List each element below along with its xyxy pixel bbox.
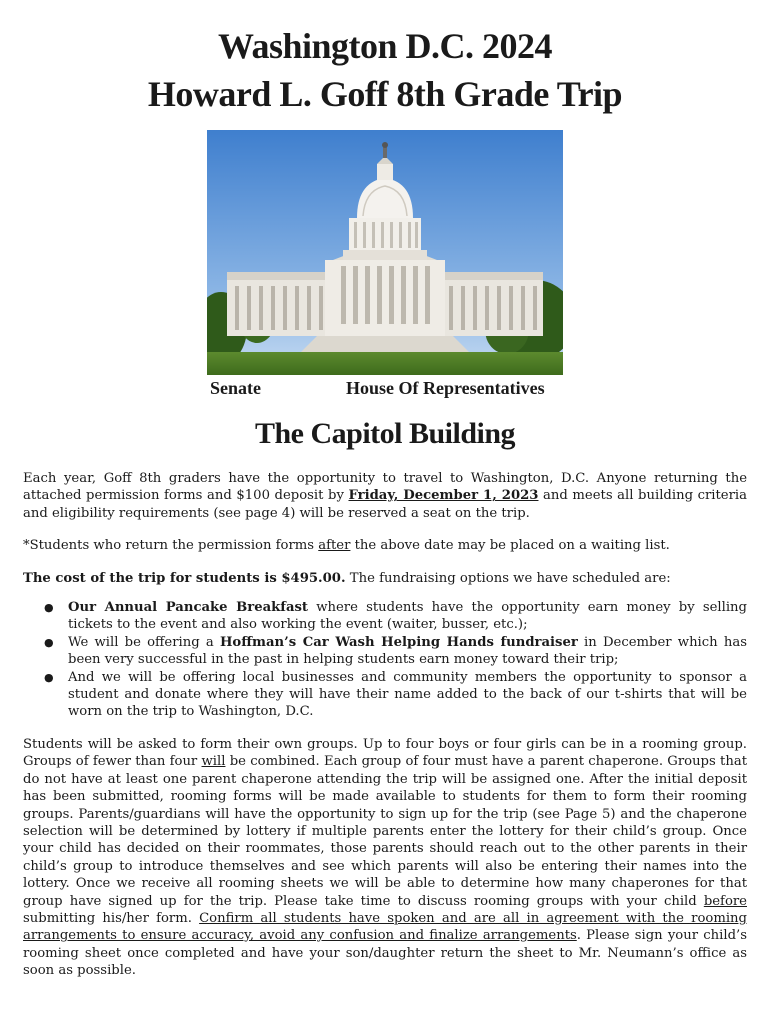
deposit-deadline: Friday, December 1, 2023 [348, 488, 539, 504]
rooming-text-b: be combined. Each group of four must have a parent chaperone. Groups that do not have at least one parent chaperone attending the trip will be assigned one. After the initial deposit has been submitted, rooming forms will be made available to students for them to form their rooming groups. Parents/guardians will have the opportunity to sign up for the trip (see Page 5) and the chaperone selection will be determined by lottery if multiple parents enter the lottery for their child’s group. Once your child has decided on their roommates, those parents should reach out to the other parents in their child’s group to introduce themselves and see which parents will also be entering their names into the lottery. Once we receive all rooming sheets we will be able to determine how many chaperones for that group have signed up for the trip. Please take time to discuss rooming groups with your child [23, 754, 747, 909]
intro-text-a: Each year, Goff 8th graders have the opportunity to travel to Washington, D.C. Anyone returning the attached permission forms and $100 deposit by [23, 471, 747, 504]
waiting-list-paragraph [23, 537, 747, 554]
trip-cost: The cost of the trip for students is $495.00. [23, 570, 346, 586]
sub-title: Howard L. Goff 8th Grade Trip [147, 74, 623, 114]
waiting-text-a: *Students who return the permission forms [23, 538, 319, 554]
fundraiser-list [23, 599, 747, 721]
body-text [23, 470, 747, 995]
rooming-text-a: Students will be asked to form their own groups. Up to four boys or four girls can be in a rooming group. Groups of fewer than four [23, 736, 747, 770]
main-title: Washington D.C. 2024 [217, 26, 553, 66]
rooming-text-d: . Please sign your child’s rooming sheet once completed and have your son/daughter return the sheet to Mr. Neumann’s office as soon as possible. [23, 928, 747, 979]
bullet-text-a: And we will be offering local businesses and community members the opportunity to sponsor a student and donate where they will have their name added to the back of our t-shirts that will be worn on the trip to Washington, D.C. [68, 669, 747, 720]
intro-text-b: and meets all building criteria and eligibility requirements (see page 4) will be reserved a seat on the trip. [23, 488, 747, 521]
list-item [68, 599, 747, 634]
rooming-text-c: submitting his/her form. [23, 910, 200, 926]
will-emphasis: will [201, 754, 226, 770]
bullet-text-b: where students have the opportunity earn money by selling tickets to the event and also working the event (waiter, busser, etc.); [68, 600, 747, 633]
capitol-building-photo [207, 130, 563, 375]
waiting-text-b: the above date may be placed on a waiting list. [350, 538, 670, 554]
cost-text: The fundraising options we have scheduled are: [345, 570, 671, 586]
section-title: The Capitol Building [254, 417, 516, 450]
caption-house: House Of Representatives [346, 378, 545, 398]
before-emphasis: before [703, 893, 747, 909]
rooming-paragraph [23, 736, 747, 980]
bullet-text-b: in December which has been very successful in the past in helping students earn money toward their trip; [68, 634, 747, 668]
list-item [68, 634, 747, 669]
bullet-text-a: We will be offering a [68, 634, 220, 650]
pancake-breakfast: Our Annual Pancake Breakfast [68, 600, 309, 616]
cost-paragraph [23, 570, 747, 587]
intro-paragraph [23, 470, 747, 522]
confirm-emphasis: Confirm all students have spoken and are all in agreement with the rooming arrangements to ensure accuracy, avoid any confusion and finalize arrangements [23, 910, 747, 944]
after-emphasis: after [318, 538, 351, 554]
car-wash-fundraiser: Hoffman’s Car Wash Helping Hands fundraiser [219, 634, 578, 650]
list-item [68, 669, 747, 721]
photo-captions [0, 378, 770, 402]
caption-senate: Senate [210, 378, 261, 398]
